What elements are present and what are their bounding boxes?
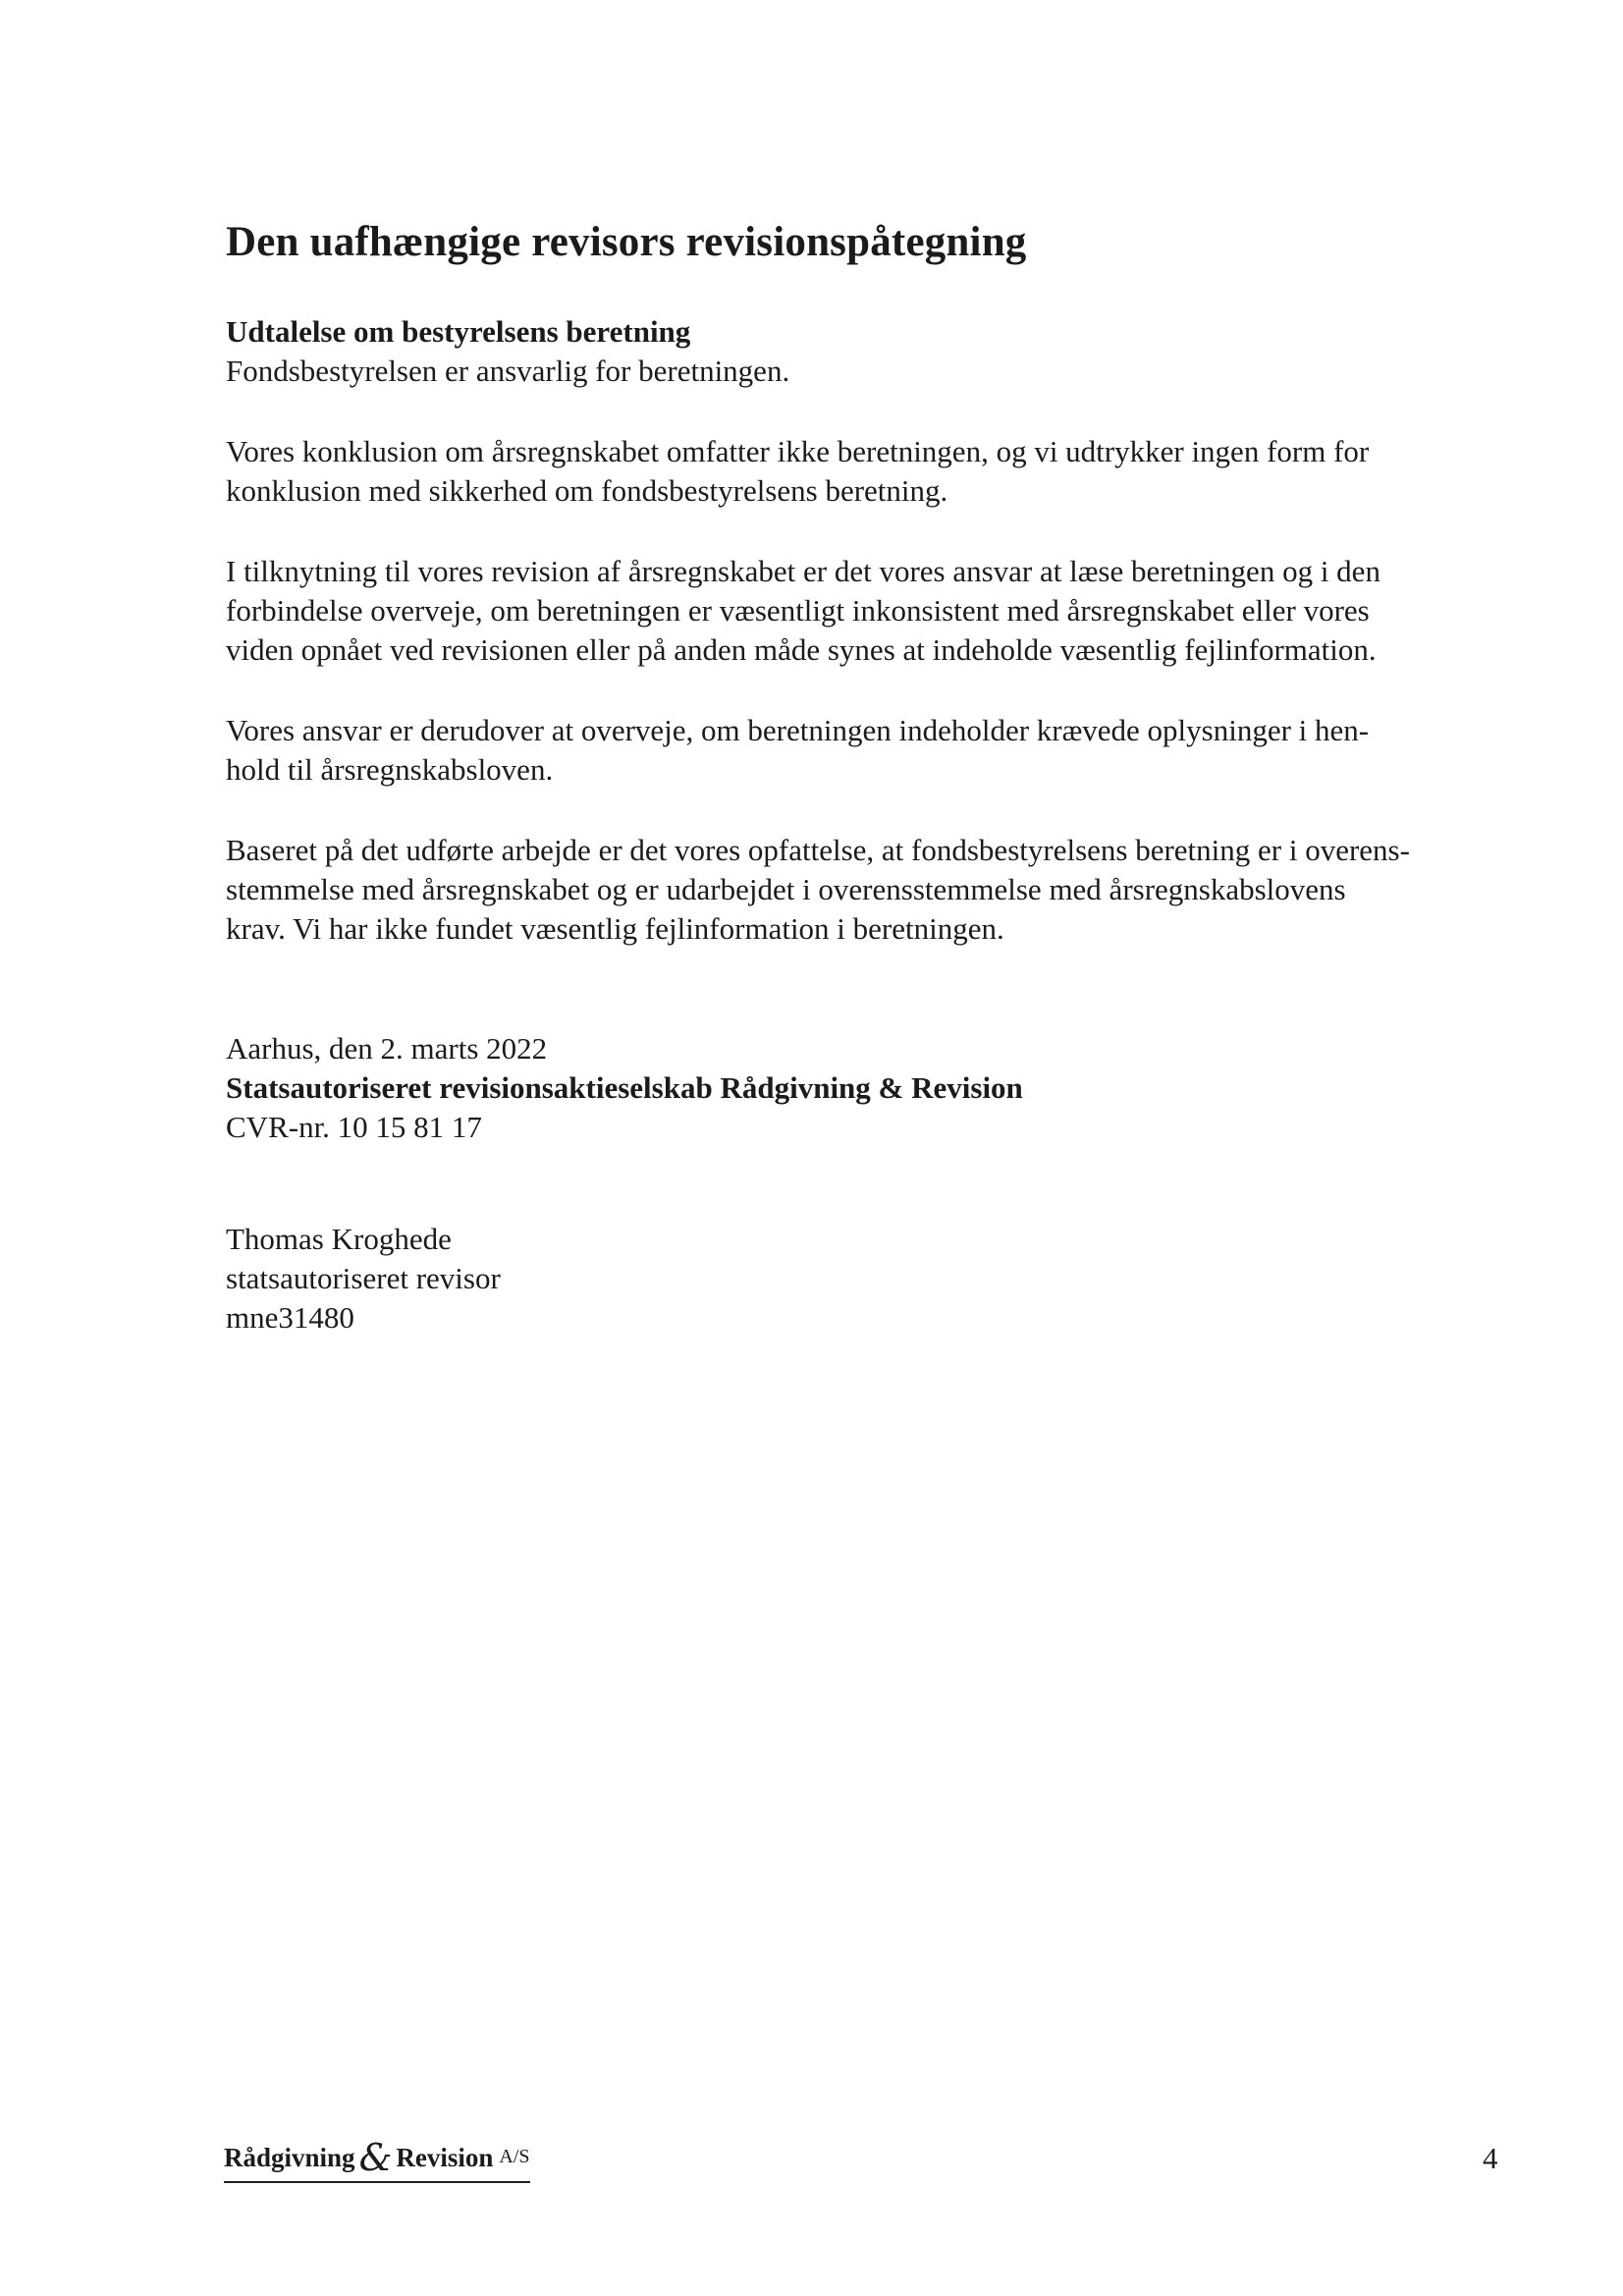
signature-firm-block xyxy=(226,1029,1522,1147)
page-number: 4 xyxy=(1483,2141,1498,2175)
paragraph-line: Vores konklusion om årsregnskabet omfatter ikke beretningen, og vi udtrykker ingen form for xyxy=(226,434,1370,468)
paragraph-line: forbindelse overveje, om beretningen er væsentligt inkonsistent med årsregnskabet eller vores xyxy=(226,593,1370,628)
logo-ampersand: & xyxy=(358,2136,393,2179)
section-intro: Fondsbestyrelsen er ansvarlig for beretningen. xyxy=(226,354,790,388)
logo-text-left: Rådgivning xyxy=(224,2143,355,2172)
paragraph-line: konklusion med sikkerhed om fondsbestyrelsens beretning. xyxy=(226,473,948,508)
paragraph-line: Vores ansvar er derudover at overveje, om beretningen indeholder krævede oplysninger i hen- xyxy=(226,713,1370,747)
signatory-role: statsautoriseret revisor xyxy=(226,1261,501,1295)
paragraph-line: krav. Vi har ikke fundet væsentlig fejlinformation i beretningen. xyxy=(226,911,1004,946)
paragraph-line: I tilknytning til vores revision af årsregnskabet er det vores ansvar at læse beretningen og i den xyxy=(226,554,1380,588)
logo-suffix: A/S xyxy=(499,2146,530,2167)
paragraph-opinion xyxy=(226,831,1522,949)
cvr-number: CVR-nr. 10 15 81 17 xyxy=(226,1110,482,1144)
paragraph-line: hold til årsregnskabsloven. xyxy=(226,752,554,787)
paragraph-responsibility xyxy=(226,552,1522,670)
signatory-id: mne31480 xyxy=(226,1300,354,1335)
section-statement xyxy=(226,312,1522,391)
signatory-block xyxy=(226,1220,1522,1338)
paragraph-line: stemmelse med årsregnskabet og er udarbejdet i overensstemmelse med årsregnskabslovens xyxy=(226,872,1346,906)
logo-text-right: Revision xyxy=(396,2143,494,2172)
company-logo xyxy=(224,2136,530,2183)
paragraph-additional-duty xyxy=(226,711,1522,790)
paragraph-line: Baseret på det udførte arbejde er det vores opfattelse, at fondsbestyrelsens beretning er i overens- xyxy=(226,833,1410,867)
signatory-name: Thomas Kroghede xyxy=(226,1222,452,1256)
place-date: Aarhus, den 2. marts 2022 xyxy=(226,1031,548,1066)
paragraph-conclusion xyxy=(226,432,1522,511)
section-heading: Udtalelse om bestyrelsens beretning xyxy=(226,314,691,349)
firm-name: Statsautoriseret revisionsaktieselskab Rådgivning & Revision xyxy=(226,1070,1023,1105)
document-title: Den uafhængige revisors revisionspåtegning xyxy=(226,219,1027,265)
paragraph-line: viden opnået ved revisionen eller på anden måde synes at indeholde væsentlig fejlinformation. xyxy=(226,632,1377,667)
